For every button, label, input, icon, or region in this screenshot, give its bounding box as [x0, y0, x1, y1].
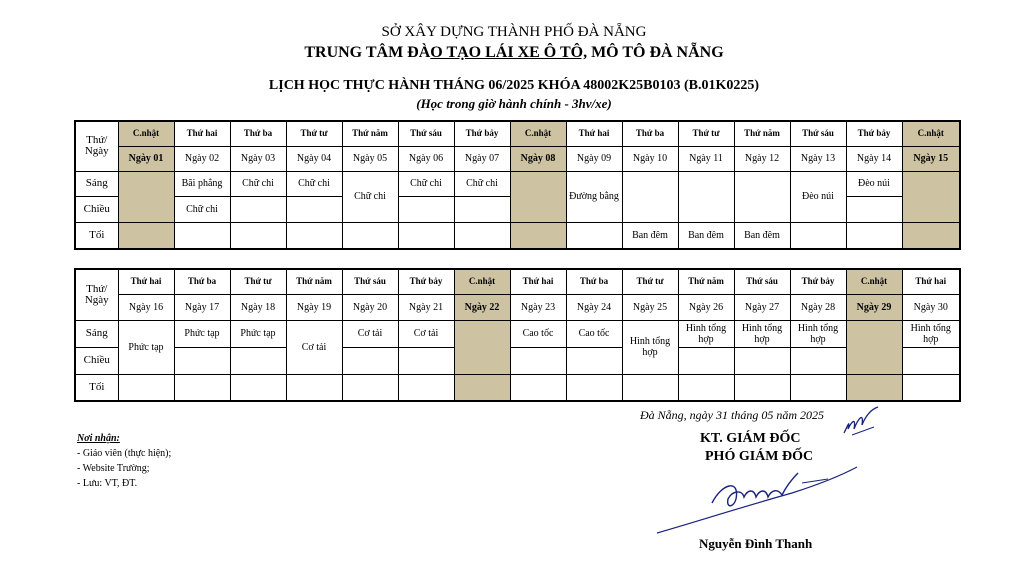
day-header: Ngày 14	[846, 146, 902, 171]
initial-signature	[838, 405, 884, 441]
day-header: Ngày 06	[398, 146, 454, 171]
weekday-header: Thứ bảy	[454, 121, 510, 146]
row-label-evening: Tối	[75, 222, 118, 249]
lesson-cell	[286, 374, 342, 401]
corner-label: Thứ/ Ngày	[75, 121, 118, 171]
schedule-table-week1	[74, 120, 961, 250]
weekday-header: Thứ năm	[734, 121, 790, 146]
lesson-cell	[510, 347, 566, 374]
day-header: Ngày 09	[566, 146, 622, 171]
weekday-header: Thứ năm	[286, 269, 342, 294]
sunday-cell	[454, 374, 510, 401]
recipients-title: Nơi nhận:	[77, 433, 120, 444]
day-header: Ngày 03	[230, 146, 286, 171]
lesson-cell	[846, 222, 902, 249]
lesson-cell: Chữ chi	[230, 171, 286, 196]
lesson-cell: Cơ tải	[342, 320, 398, 347]
lesson-cell	[566, 347, 622, 374]
deputy-title: PHÓ GIÁM ĐỐC	[705, 449, 814, 464]
schedule-subtitle: (Học trong giờ hành chính - 3hv/xe)	[416, 96, 612, 111]
weekday-header: Thứ ba	[230, 121, 286, 146]
day-header: Ngày 28	[790, 294, 846, 320]
sunday-cell	[118, 171, 174, 222]
day-header: Ngày 02	[174, 146, 230, 171]
lesson-cell: Hình tổng hợp	[622, 320, 678, 374]
day-header: Ngày 08	[510, 146, 566, 171]
row-label-afternoon: Chiều	[75, 347, 118, 374]
place-date: Đà Nẵng, ngày 31 tháng 05 năm 2025	[640, 408, 824, 422]
day-header: Ngày 20	[342, 294, 398, 320]
weekday-header: Thứ bảy	[846, 121, 902, 146]
weekday-header: Thứ năm	[342, 121, 398, 146]
lesson-cell: Chữ chi	[286, 171, 342, 196]
lesson-cell	[342, 374, 398, 401]
schedule-title: LỊCH HỌC THỰC HÀNH THÁNG 06/2025 KHÓA 48002K25B0103 (B.01K0225)	[268, 78, 760, 93]
lesson-cell	[790, 222, 846, 249]
day-header: Ngày 18	[230, 294, 286, 320]
day-header: Ngày 12	[734, 146, 790, 171]
weekday-header: Thứ hai	[566, 121, 622, 146]
weekday-header: C.nhật	[454, 269, 510, 294]
weekday-header: Thứ ba	[566, 269, 622, 294]
corner-label: Thứ/ Ngày	[75, 269, 118, 320]
lesson-cell	[342, 347, 398, 374]
lesson-cell	[678, 347, 734, 374]
day-header: Ngày 30	[902, 294, 960, 320]
lesson-cell: Hình tổng hợp	[678, 320, 734, 347]
day-header: Ngày 13	[790, 146, 846, 171]
lesson-cell	[734, 374, 790, 401]
day-header: Ngày 10	[622, 146, 678, 171]
lesson-cell: Hình tổng hợp	[790, 320, 846, 347]
day-header: Ngày 11	[678, 146, 734, 171]
lesson-cell	[118, 374, 174, 401]
weekday-header: Thứ bảy	[398, 269, 454, 294]
recipient-item: - Lưu: VT, ĐT.	[77, 478, 138, 489]
lesson-cell: Đường bằng	[566, 171, 622, 222]
lesson-cell: Hình tổng hợp	[734, 320, 790, 347]
sunday-cell	[510, 171, 566, 222]
weekday-header: C.nhật	[510, 121, 566, 146]
lesson-cell	[678, 374, 734, 401]
weekday-header: C.nhật	[846, 269, 902, 294]
weekday-header: Thứ tư	[230, 269, 286, 294]
day-header: Ngày 17	[174, 294, 230, 320]
lesson-cell: Cao tốc	[566, 320, 622, 347]
sunday-cell	[454, 320, 510, 374]
lesson-cell: Ban đêm	[734, 222, 790, 249]
sunday-cell	[846, 374, 902, 401]
lesson-cell	[790, 374, 846, 401]
department-name: SỞ XÂY DỰNG THÀNH PHỐ ĐÀ NẴNG	[381, 24, 647, 40]
lesson-cell: Hình tổng hợp	[902, 320, 960, 347]
day-header: Ngày 27	[734, 294, 790, 320]
weekday-header: Thứ hai	[118, 269, 174, 294]
day-header: Ngày 04	[286, 146, 342, 171]
weekday-header: Thứ hai	[510, 269, 566, 294]
weekday-header: Thứ ba	[174, 269, 230, 294]
lesson-cell: Cơ tải	[398, 320, 454, 347]
lesson-cell	[566, 374, 622, 401]
day-header: Ngày 29	[846, 294, 902, 320]
lesson-cell: Chữ chi	[398, 171, 454, 196]
lesson-cell: Phức tạp	[118, 320, 174, 374]
lesson-cell	[678, 171, 734, 222]
sunday-cell	[846, 320, 902, 374]
lesson-cell	[342, 222, 398, 249]
lesson-cell	[454, 196, 510, 222]
weekday-header: Thứ sáu	[790, 121, 846, 146]
lesson-cell	[734, 171, 790, 222]
lesson-cell: Đèo núi	[790, 171, 846, 222]
weekday-header: C.nhật	[902, 121, 960, 146]
row-label-evening: Tối	[75, 374, 118, 401]
weekday-header: Thứ tư	[286, 121, 342, 146]
day-header: Ngày 24	[566, 294, 622, 320]
lesson-cell	[398, 374, 454, 401]
lesson-cell: Cao tốc	[510, 320, 566, 347]
lesson-cell	[286, 222, 342, 249]
lesson-cell	[398, 222, 454, 249]
lesson-cell	[622, 374, 678, 401]
weekday-header: Thứ bảy	[790, 269, 846, 294]
day-header: Ngày 25	[622, 294, 678, 320]
lesson-cell	[902, 374, 960, 401]
weekday-header: Thứ tư	[622, 269, 678, 294]
day-header: Ngày 21	[398, 294, 454, 320]
lesson-cell	[286, 196, 342, 222]
lesson-cell	[230, 196, 286, 222]
lesson-cell	[454, 222, 510, 249]
day-header: Ngày 23	[510, 294, 566, 320]
weekday-header: C.nhật	[118, 121, 174, 146]
weekday-header: Thứ hai	[902, 269, 960, 294]
lesson-cell	[174, 374, 230, 401]
lesson-cell: Ban đêm	[622, 222, 678, 249]
recipient-item: - Website Trường;	[77, 463, 150, 474]
weekday-header: Thứ năm	[678, 269, 734, 294]
lesson-cell	[566, 222, 622, 249]
sunday-cell	[902, 171, 960, 222]
sunday-cell	[902, 222, 960, 249]
weekday-header: Thứ sáu	[342, 269, 398, 294]
lesson-cell	[734, 347, 790, 374]
row-label-morning: Sáng	[75, 171, 118, 196]
day-header: Ngày 07	[454, 146, 510, 171]
lesson-cell	[230, 222, 286, 249]
lesson-cell	[398, 196, 454, 222]
weekday-header: Thứ sáu	[398, 121, 454, 146]
lesson-cell: Ban đêm	[678, 222, 734, 249]
sunday-cell	[118, 222, 174, 249]
lesson-cell	[902, 347, 960, 374]
lesson-cell: Chữ chi	[454, 171, 510, 196]
lesson-cell	[174, 222, 230, 249]
recipients-block	[77, 431, 171, 491]
weekday-header: Thứ hai	[174, 121, 230, 146]
lesson-cell	[230, 374, 286, 401]
lesson-cell	[846, 196, 902, 222]
lesson-cell: Đèo núi	[846, 171, 902, 196]
lesson-cell	[174, 347, 230, 374]
day-header: Ngày 01	[118, 146, 174, 171]
lesson-cell	[510, 374, 566, 401]
lesson-cell: Chữ chi	[174, 196, 230, 222]
day-header: Ngày 26	[678, 294, 734, 320]
day-header: Ngày 16	[118, 294, 174, 320]
lesson-cell	[790, 347, 846, 374]
lesson-cell: Bãi phẳng	[174, 171, 230, 196]
row-label-afternoon: Chiều	[75, 196, 118, 222]
lesson-cell	[398, 347, 454, 374]
day-header: Ngày 15	[902, 146, 960, 171]
weekday-header: Thứ tư	[678, 121, 734, 146]
schedule-table-week2	[74, 268, 961, 402]
lesson-cell: Cơ tải	[286, 320, 342, 374]
weekday-header: Thứ ba	[622, 121, 678, 146]
sunday-cell	[510, 222, 566, 249]
director-signature	[652, 463, 862, 537]
lesson-cell: Chữ chi	[342, 171, 398, 222]
lesson-cell	[622, 171, 678, 222]
weekday-header: Thứ sáu	[734, 269, 790, 294]
lesson-cell	[230, 347, 286, 374]
lesson-cell: Phức tạp	[174, 320, 230, 347]
row-label-morning: Sáng	[75, 320, 118, 347]
on-behalf-title: KT. GIÁM ĐỐC	[700, 431, 801, 446]
recipient-item: - Giáo viên (thực hiện);	[77, 448, 172, 459]
day-header: Ngày 22	[454, 294, 510, 320]
center-name: TRUNG TÂM ĐÀO TẠO LÁI XE Ô TÔ, MÔ TÔ ĐÀ NẴNG	[304, 44, 724, 61]
signer-name: Nguyễn Đình Thanh	[699, 536, 813, 551]
lesson-cell: Phức tạp	[230, 320, 286, 347]
day-header: Ngày 19	[286, 294, 342, 320]
day-header: Ngày 05	[342, 146, 398, 171]
